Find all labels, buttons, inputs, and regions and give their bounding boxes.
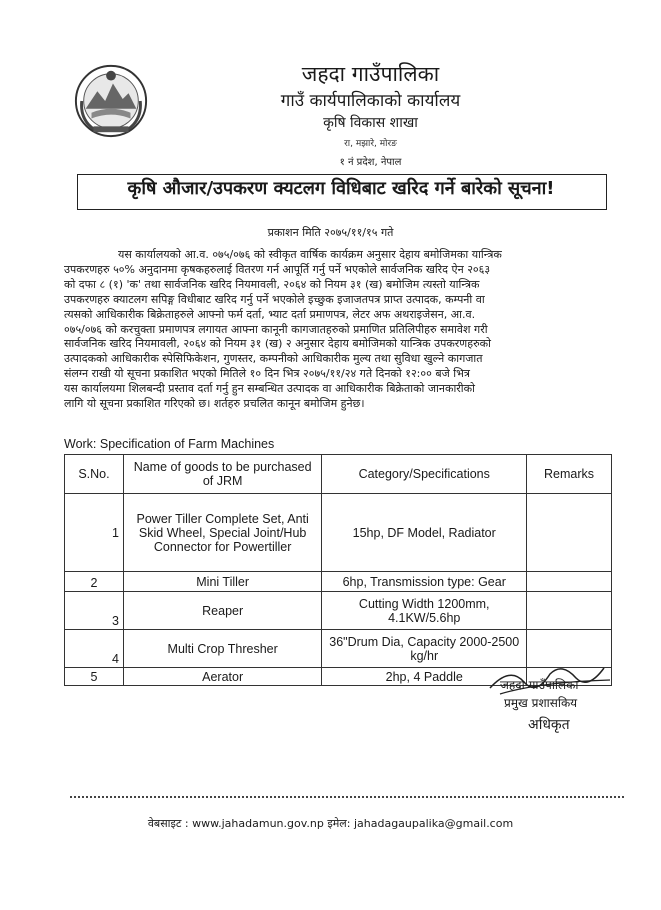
header-sno: S.No. (65, 455, 124, 494)
row-sno: 2 (65, 572, 124, 592)
body-line: यस कार्यालयमा शिलबन्दी प्रस्ताव दर्ता गर्नु हुन सम्बन्धित उत्पादक वा आधिकारीक बिक्रेताको जानकारीको (64, 382, 475, 396)
section-name: कृषि विकास शाखा (323, 115, 418, 131)
office-address: रा, मझारे, मोरङ (344, 139, 397, 149)
body-line: उपकरणहरु ५०% अनुदानमा कृषकहरुलाई वितरण गर्न आपूर्ति गर्नु पर्ने भएकोले सार्वजनिक खरिद ऐन २०६३ (64, 262, 491, 276)
header-remarks: Remarks (527, 455, 612, 494)
row-spec: 36"Drum Dia, Capacity 2000-2500 kg/hr (322, 630, 527, 668)
body-line: यस कार्यालयको आ.व. ०७५/०७६ को स्वीकृत वार्षिक कार्यक्रम अनुसार देहाय बमोजिमका यान्त्रिक (118, 248, 502, 261)
table-row (65, 494, 612, 572)
municipality-name: जहदा गाउँपालिका (301, 62, 440, 86)
signatory-title: प्रमुख प्रशासकिय (504, 696, 578, 710)
office-name: गाउँ कार्यपालिकाको कार्यालय (280, 91, 461, 111)
row-sno: 4 (65, 630, 124, 668)
row-remarks (527, 572, 612, 592)
body-line: लागि यो सूचना प्रकाशित गरिएको छ। शर्तहरु प्रचलित कानून बमोजिम हुनेछ। (64, 397, 365, 411)
row-goods-name: Mini Tiller (123, 572, 321, 592)
notice-body (64, 248, 646, 412)
work-title: Work: Specification of Farm Machines (64, 437, 275, 451)
body-line: उपकरणहरु क्याटलग सपिङ्ग विधीबाट खरिद गर्नु पर्ने भएकोले इच्छुक इजाजतपत्र प्राप्त उत्पादक, कम्पनी वा (64, 292, 485, 306)
body-line: ०७५/०७६ को करचुक्ता प्रमाणपत्र लगायत आफ्ना कानूनी कागजातहरुको प्रमाणित प्रतिलिपीहरु समावेश गरी (64, 322, 488, 336)
row-sno: 3 (65, 592, 124, 630)
signatory-designation: अधिकृत (528, 717, 570, 733)
machine-spec-table (64, 454, 612, 686)
body-line: को दफा ८ (१) 'क' तथा सार्वजनिक खरिद नियमावली, २०६४ को नियम ३१ (ख) बमोजिम त्यस्तो यान्त्रिक (64, 277, 480, 291)
row-goods-name: Reaper (123, 592, 321, 630)
row-sno: 1 (65, 494, 124, 572)
body-line: त्यसको आधिकारीक बिक्रेताहरुले आफ्नो फर्म दर्ता, भ्याट दर्ता प्रमाणपत्र, लेटर अफ अथराइजेसन, आ.व. (64, 307, 476, 321)
header-specifications: Category/Specifications (322, 455, 527, 494)
row-spec: 2hp, 4 Paddle (322, 668, 527, 686)
body-line: संलग्न राखी यो सूचना प्रकाशित भएको मितिले १० दिन भित्र २०७५/११/२४ गते दिनको १२:०० बजे भित्र (64, 367, 470, 381)
province-name: १ नं प्रदेश, नेपाल (339, 157, 402, 168)
footer-contact: वेबसाइट : www.jahadamun.gov.np इमेल: jahadagaupalika@gmail.com (147, 817, 514, 830)
body-line: सार्वजनिक खरिद नियमावली, २०६४ को नियम ३१ (ख) २ अनुसार देहाय बमोजिमको यान्त्रिक उपकरणहरुको (64, 337, 491, 351)
signatory-office: जहदा गाउँपालिका (500, 678, 579, 692)
footer-divider (70, 796, 624, 798)
row-goods-name: Multi Crop Thresher (123, 630, 321, 668)
row-spec: 6hp, Transmission type: Gear (322, 572, 527, 592)
header-goods-name: Name of goods to be purchased of JRM (123, 455, 321, 494)
notice-title: कृषि औजार/उपकरण क्यटलग विधिबाट खरिद गर्ने बारेको सूचना! (127, 178, 555, 199)
table-row (65, 592, 612, 630)
body-line: उत्पादकको आधिकारीक स्पेसिफिकेशन, गुणस्तर, कम्पनीको आधिकारीक मुल्य तथा सुविधा खुल्ने कागजात (64, 352, 483, 366)
row-spec: 15hp, DF Model, Radiator (322, 494, 527, 572)
publish-date: प्रकाशन मिति २०७५/११/१५ गते (267, 226, 394, 239)
row-goods-name: Aerator (123, 668, 321, 686)
row-goods-name: Power Tiller Complete Set, Anti Skid Wheel, Special Joint/Hub Connector for Powertiller (123, 494, 321, 572)
row-spec: Cutting Width 1200mm, 4.1KW/5.6hp (322, 592, 527, 630)
row-sno: 5 (65, 668, 124, 686)
table-header-row (65, 455, 612, 494)
row-remarks (527, 592, 612, 630)
table-row (65, 572, 612, 592)
row-remarks (527, 494, 612, 572)
